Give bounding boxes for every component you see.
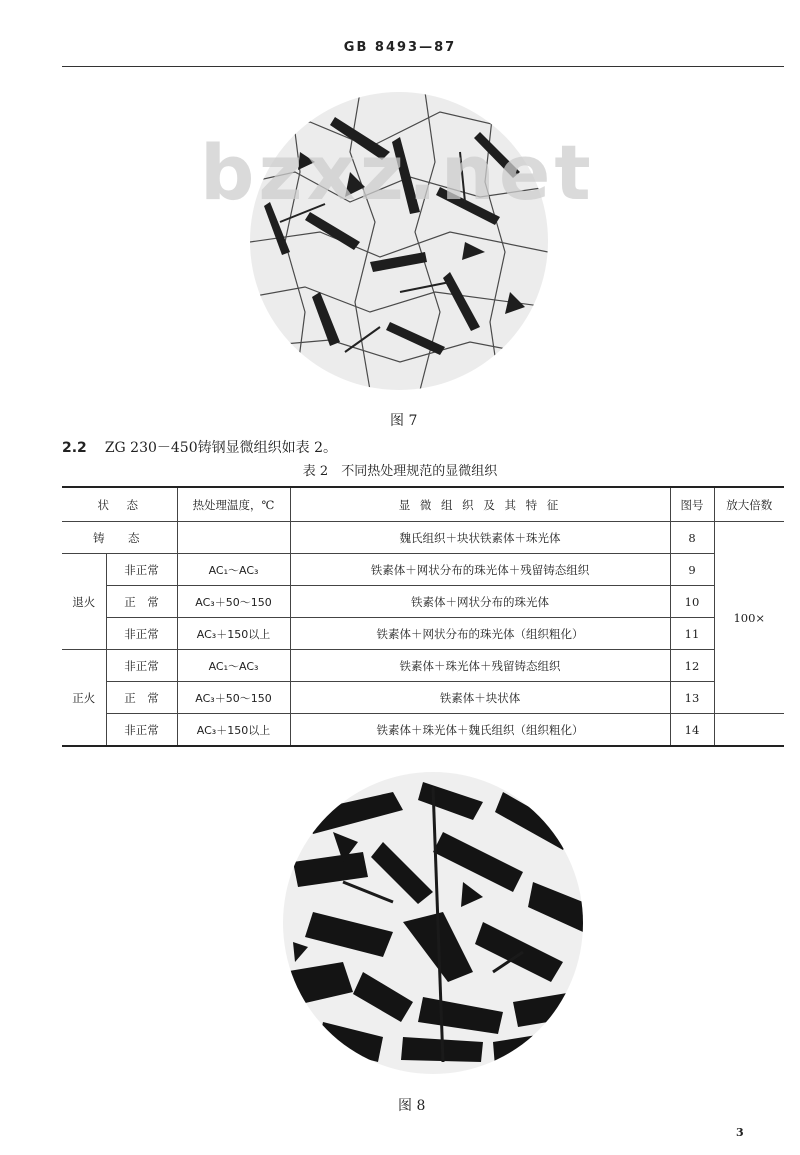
cell-state: 铸 态 — [62, 522, 177, 554]
header-figure-no: 图号 — [670, 487, 714, 522]
cell-structure: 铁素体＋块状体 — [290, 682, 670, 714]
table-row — [62, 618, 784, 650]
header-magnification: 放大倍数 — [714, 487, 784, 522]
cell-group-annealing: 退火 — [62, 554, 106, 650]
cell-temperature: AC₃＋150以上 — [177, 618, 290, 650]
cell-figure: 9 — [670, 554, 714, 586]
standard-code-header: GB 8493—87 — [343, 40, 457, 55]
cell-condition: 非正常 — [106, 554, 177, 586]
table-row — [62, 682, 784, 714]
table-row — [62, 586, 784, 618]
cell-structure: 铁素体＋网状分布的珠光体（组织粗化） — [290, 618, 670, 650]
cell-structure: 铁素体＋珠光体＋残留铸态组织 — [290, 650, 670, 682]
header-temperature: 热处理温度，℃ — [177, 487, 290, 522]
table-row — [62, 522, 784, 554]
cell-figure: 12 — [670, 650, 714, 682]
cell-condition: 非正常 — [106, 650, 177, 682]
section-text: ZG 230－450铸钢显微组织如表 2。 — [104, 440, 337, 456]
table-row — [62, 554, 784, 586]
cell-figure: 13 — [670, 682, 714, 714]
cell-magnification: 100× — [714, 522, 784, 714]
cell-structure: 铁素体＋珠光体＋魏氏组织（组织粗化） — [290, 714, 670, 747]
cell-magnification-empty — [714, 714, 784, 747]
header-state: 状 态 — [62, 487, 177, 522]
table-title: 表 2 不同热处理规范的显微组织 — [302, 464, 498, 479]
cell-figure: 8 — [670, 522, 714, 554]
section-number: 2.2 — [62, 440, 87, 456]
cell-temperature: AC₃＋50～150 — [177, 586, 290, 618]
watermark: bzxz.net — [200, 128, 595, 217]
cell-temperature: AC₃＋50～150 — [177, 682, 290, 714]
cell-condition: 正 常 — [106, 682, 177, 714]
cell-condition: 正 常 — [106, 586, 177, 618]
cell-structure: 魏氏组织＋块状铁素体＋珠光体 — [290, 522, 670, 554]
figure-8-caption: 图 8 — [398, 1098, 426, 1114]
header-structure: 显 微 组 织 及 其 特 征 — [290, 487, 670, 522]
cell-condition: 非正常 — [106, 714, 177, 747]
cell-temperature: AC₃＋150以上 — [177, 714, 290, 747]
section-heading — [62, 437, 337, 457]
table-row — [62, 714, 784, 747]
cell-group-normalizing: 正火 — [62, 650, 106, 747]
cell-temperature — [177, 522, 290, 554]
cell-condition: 非正常 — [106, 618, 177, 650]
cell-structure: 铁素体＋网状分布的珠光体＋残留铸态组织 — [290, 554, 670, 586]
cell-temperature: AC₁～AC₃ — [177, 650, 290, 682]
heat-treatment-table — [62, 486, 784, 747]
cell-figure: 10 — [670, 586, 714, 618]
cell-figure: 11 — [670, 618, 714, 650]
cell-figure: 14 — [670, 714, 714, 747]
figure-8-micrograph — [283, 772, 583, 1074]
cell-temperature: AC₁～AC₃ — [177, 554, 290, 586]
table-header-row — [62, 487, 784, 522]
figure-7-caption: 图 7 — [390, 413, 418, 429]
table-row — [62, 650, 784, 682]
header-rule — [62, 66, 784, 67]
page-number: 3 — [736, 1126, 744, 1139]
cell-structure: 铁素体＋网状分布的珠光体 — [290, 586, 670, 618]
